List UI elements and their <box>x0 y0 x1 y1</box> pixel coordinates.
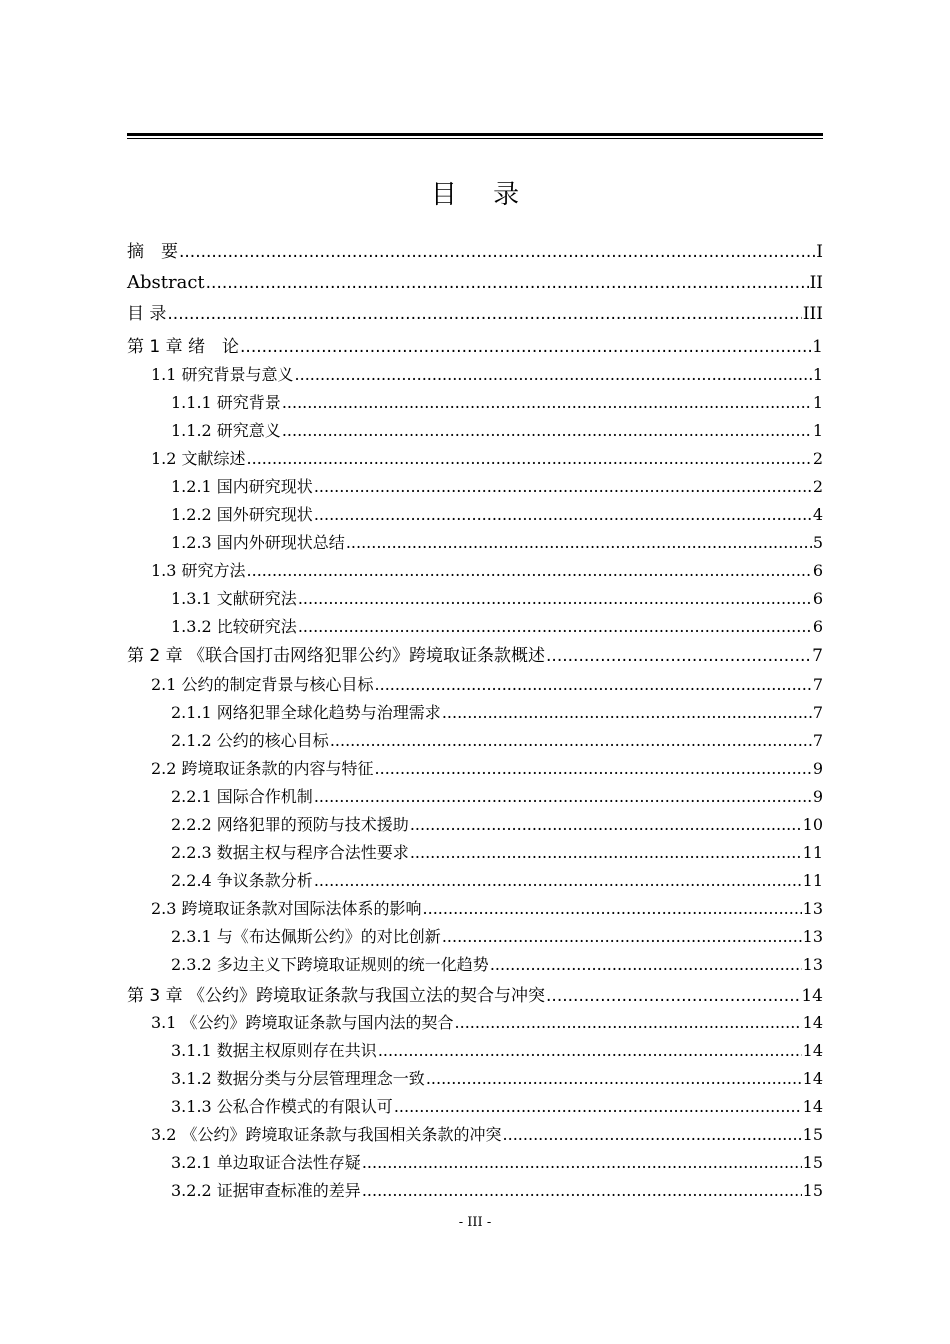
toc-entry[interactable] <box>127 269 823 297</box>
toc-entry-page: 7 <box>812 703 823 722</box>
toc-entry[interactable] <box>127 812 823 838</box>
header-rule <box>127 133 823 136</box>
dot-leader <box>378 1038 802 1064</box>
toc-entry[interactable] <box>127 868 823 894</box>
toc-entry-page: 6 <box>812 561 823 580</box>
toc-entry-page: 1 <box>812 421 823 440</box>
toc-entry-label: 1.2.3 国内外研现状总结 <box>171 533 345 552</box>
dot-leader <box>410 812 802 838</box>
toc-entry-label: 1.3.2 比较研究法 <box>171 617 297 636</box>
toc-entry[interactable] <box>127 1094 823 1120</box>
toc-entry-label: 1.2.1 国内研究现状 <box>171 477 313 496</box>
dot-leader <box>375 756 812 782</box>
toc-entry-page: 1 <box>812 393 823 412</box>
dot-leader <box>282 390 812 416</box>
header-rule-thin <box>127 138 823 139</box>
toc-entry-page: III <box>802 304 823 324</box>
toc-entry[interactable] <box>127 672 823 698</box>
toc-entry-label: 2.2.1 国际合作机制 <box>171 787 313 806</box>
dot-leader <box>442 924 802 950</box>
toc-entry-page: 7 <box>812 731 823 750</box>
dot-leader <box>503 1122 802 1148</box>
toc-entry[interactable] <box>127 952 823 978</box>
toc-entry-page: 2 <box>812 477 823 496</box>
toc-entry[interactable] <box>127 530 823 556</box>
toc-entry-page: I <box>816 242 823 262</box>
toc-entry-page: 14 <box>802 1097 823 1116</box>
toc-entry-label: Abstract <box>127 272 205 293</box>
dot-leader <box>206 269 809 297</box>
dot-leader <box>410 840 802 866</box>
toc-entry[interactable] <box>127 586 823 612</box>
toc-entry-label: 2.1.1 网络犯罪全球化趋势与治理需求 <box>171 703 441 722</box>
toc-entry-label: 2.2 跨境取证条款的内容与特征 <box>151 759 374 778</box>
toc-entry[interactable] <box>127 1150 823 1176</box>
toc-entry[interactable] <box>127 924 823 950</box>
toc-entry[interactable] <box>127 642 823 670</box>
toc-entry[interactable] <box>127 1010 823 1036</box>
dot-leader <box>247 558 812 584</box>
toc-entry-label: 2.1 公约的制定背景与核心目标 <box>151 675 374 694</box>
dot-leader <box>240 333 811 361</box>
dot-leader <box>298 614 812 640</box>
dot-leader <box>295 362 812 388</box>
toc-entry[interactable] <box>127 418 823 444</box>
dot-leader <box>546 982 800 1010</box>
dot-leader <box>330 728 812 754</box>
toc-entry-label: 2.3 跨境取证条款对国际法体系的影响 <box>151 899 422 918</box>
toc-entry-label: 3.1 《公约》跨境取证条款与国内法的契合 <box>151 1013 454 1032</box>
toc-entry-label: 摘 要 <box>127 242 178 262</box>
toc-entry-label: 1.3 研究方法 <box>151 561 246 580</box>
toc-entry-label: 目 录 <box>127 304 167 324</box>
toc-entry-label: 1.3.1 文献研究法 <box>171 589 297 608</box>
toc-entry[interactable] <box>127 1122 823 1148</box>
toc-entry-label: 3.1.3 公私合作模式的有限认可 <box>171 1097 393 1116</box>
page-number-footer: - III - <box>458 1215 492 1230</box>
toc-entry-label: 2.3.1 与《布达佩斯公约》的对比创新 <box>171 927 441 946</box>
toc-entry[interactable] <box>127 238 823 266</box>
toc-entry-label: 1.2 文献综述 <box>151 449 246 468</box>
toc-entry[interactable] <box>127 756 823 782</box>
dot-leader <box>314 868 802 894</box>
toc-entry-page: 14 <box>802 1069 823 1088</box>
toc-entry-page: 14 <box>802 1013 823 1032</box>
toc-entry[interactable] <box>127 700 823 726</box>
toc-entry[interactable] <box>127 784 823 810</box>
toc-entry[interactable] <box>127 362 823 388</box>
dot-leader <box>346 530 812 556</box>
toc-entry-page: 11 <box>802 843 823 862</box>
toc-entry[interactable] <box>127 474 823 500</box>
toc-entry-label: 第 3 章 《公约》跨境取证条款与我国立法的契合与冲突 <box>127 986 546 1006</box>
dot-leader <box>490 952 802 978</box>
dot-leader <box>423 896 802 922</box>
toc-entry-page: 2 <box>812 449 823 468</box>
toc-entry-label: 1.1.2 研究意义 <box>171 421 281 440</box>
toc-entry-label: 2.2.3 数据主权与程序合法性要求 <box>171 843 409 862</box>
dot-leader <box>298 586 812 612</box>
toc-entry-label: 第 1 章 绪 论 <box>127 337 240 357</box>
toc-entry-page: 6 <box>812 589 823 608</box>
toc-entry-label: 3.2 《公约》跨境取证条款与我国相关条款的冲突 <box>151 1125 502 1144</box>
dot-leader <box>314 502 812 528</box>
dot-leader <box>362 1150 802 1176</box>
toc-entry[interactable] <box>127 558 823 584</box>
dot-leader <box>375 672 812 698</box>
toc-entry[interactable] <box>127 333 823 361</box>
toc-entry[interactable] <box>127 300 823 328</box>
toc-entry[interactable] <box>127 1038 823 1064</box>
dot-leader <box>179 238 815 266</box>
page-title: 目 录 <box>430 180 534 210</box>
toc-entry-label: 2.2.4 争议条款分析 <box>171 871 313 890</box>
toc-entry[interactable] <box>127 446 823 472</box>
toc-entry-label: 第 2 章 《联合国打击网络犯罪公约》跨境取证条款概述 <box>127 646 546 666</box>
dot-leader <box>314 784 812 810</box>
toc-entry-page: 5 <box>812 533 823 552</box>
toc-entry[interactable] <box>127 840 823 866</box>
toc-entry-page: 13 <box>802 899 823 918</box>
dot-leader <box>455 1010 802 1036</box>
dot-leader <box>167 300 801 328</box>
toc-entry[interactable] <box>127 390 823 416</box>
toc-entry-label: 1.1.1 研究背景 <box>171 393 281 412</box>
toc-entry-label: 2.2.2 网络犯罪的预防与技术援助 <box>171 815 409 834</box>
toc-entry-page: 4 <box>812 505 823 524</box>
toc-entry-page: 7 <box>812 675 823 694</box>
toc-entry-label: 3.1.2 数据分类与分层管理理念一致 <box>171 1069 425 1088</box>
toc-entry-label: 1.1 研究背景与意义 <box>151 365 294 384</box>
dot-leader <box>442 700 812 726</box>
toc-entry-label: 2.1.2 公约的核心目标 <box>171 731 329 750</box>
toc-entry-label: 3.2.1 单边取证合法性存疑 <box>171 1153 361 1172</box>
toc-entry-page: 1 <box>812 365 823 384</box>
toc-entry-page: 14 <box>802 1041 823 1060</box>
toc-entry-page: 9 <box>812 787 823 806</box>
toc-entry-page: 10 <box>802 815 823 834</box>
toc-entry-page: 6 <box>812 617 823 636</box>
toc-entry-page: 9 <box>812 759 823 778</box>
toc-entry[interactable] <box>127 1066 823 1092</box>
toc-entry[interactable] <box>127 728 823 754</box>
toc-entry-page: 14 <box>801 986 823 1006</box>
dot-leader <box>314 474 812 500</box>
toc-entry-page: 7 <box>812 646 823 666</box>
toc-entry-page: 15 <box>802 1153 823 1172</box>
toc-entry[interactable] <box>127 982 823 1010</box>
dot-leader <box>426 1066 802 1092</box>
dot-leader <box>362 1178 802 1204</box>
toc-entry-page: 11 <box>802 871 823 890</box>
dot-leader <box>282 418 812 444</box>
dot-leader <box>394 1094 802 1120</box>
toc-entry[interactable] <box>127 502 823 528</box>
toc-entry-label: 2.3.2 多边主义下跨境取证规则的统一化趋势 <box>171 955 489 974</box>
dot-leader <box>247 446 812 472</box>
toc-entry-label: 3.1.1 数据主权原则存在共识 <box>171 1041 377 1060</box>
toc-entry-page: 15 <box>802 1125 823 1144</box>
toc-entry[interactable] <box>127 896 823 922</box>
toc-entry[interactable] <box>127 1178 823 1204</box>
toc-entry-page: 13 <box>802 955 823 974</box>
toc-entry-page: 15 <box>802 1181 823 1200</box>
dot-leader <box>546 642 811 670</box>
toc-entry-label: 1.2.2 国外研究现状 <box>171 505 313 524</box>
toc-entry-label: 3.2.2 证据审查标准的差异 <box>171 1181 361 1200</box>
toc-entry-page: II <box>809 273 823 293</box>
toc-entry-page: 13 <box>802 927 823 946</box>
toc-entry-page: 1 <box>812 337 823 357</box>
toc-entry[interactable] <box>127 614 823 640</box>
